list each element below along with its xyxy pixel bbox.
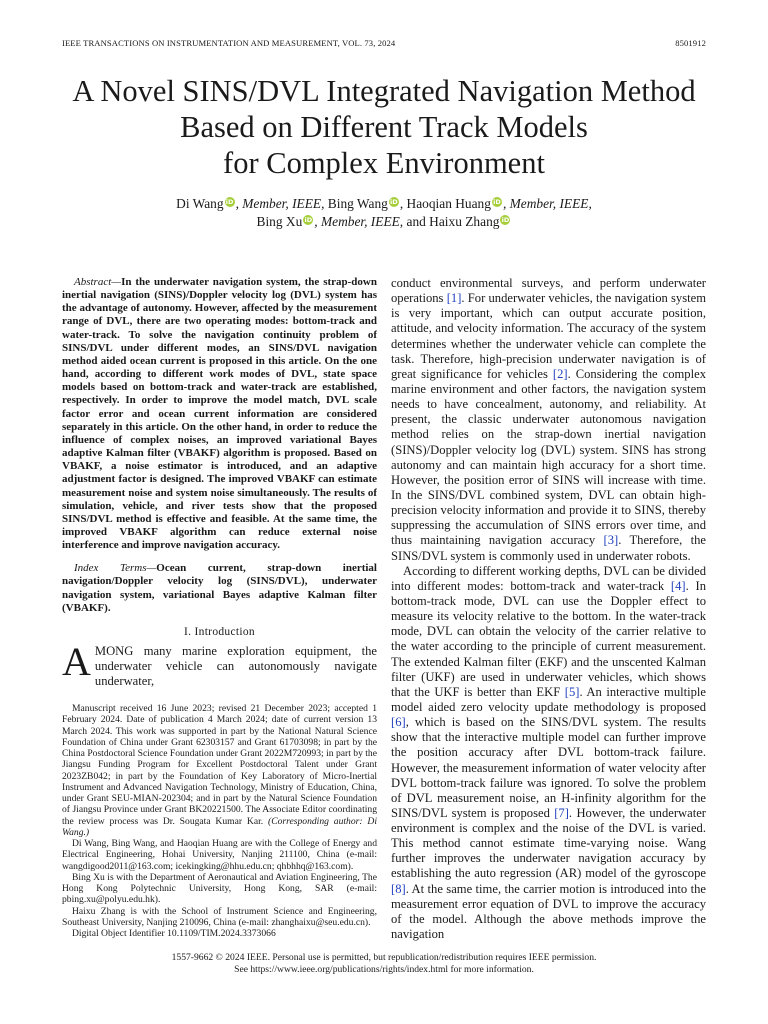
author-list (40, 195, 728, 230)
author-membership: , Member, IEEE, (502, 196, 592, 211)
author-name: Di Wang (176, 196, 224, 211)
body-paragraph: According to different working depths, DVL can be divided into different modes: bottom-track and water-track [4]. In bottom-track mode, DVL can use the Doppler effect to measure its velocity relative to the bottom. In the water-track mode, DVL can obtain the velocity of the carrier relative to the water according to the principle of current measurement. The extended Kalman filter (EKF) and the unscented Kalman filter (UKF) are used in underwater vehicles, which shows that the UKF is better than EKF [5]. An interactive multiple model aided zero velocity update methodology is proposed [6], which is based on the SINS/DVL system. The results show that the interactive multiple model can further improve the position accuracy after DVL bottom-track failure. However, the measurement information of water velocity after DVL bottom-track failure was ignored. To solve the problem of DVL measurement noise, an H-infinity algorithm for the SINS/DVL system is proposed [7]. However, the underwater environment is complex and the noise of the DVL is varied. This method cannot estimate time-varying noise. Wang further improves the underwater navigation accuracy by establishing the auto regression (AR) model of the gyroscope [8]. At the same time, the carrier motion is introduced into the measurement error equation of DVL to improve the accuracy of the model. Although the above methods improve the navigation (391, 563, 706, 942)
copyright-footer (40, 952, 728, 975)
citation-link[interactable]: [6] (391, 715, 406, 730)
footnote-manuscript: Manuscript received 16 June 2023; revised 21 December 2023; accepted 1 February 2024. Date of publication 4 March 2024; date of current version 13 March 2024. This work was supported in part by the National Natural Science Foundation of China under Grant 62303157 and Grant 61703098; in part by the China Postdoctoral Science Foundation under Grant 2022M720993; in part by the Jiangsu Funding Program for Excellent Postdoctoral Talent under Grant 2023ZB042; in part by the Foundation of Key Laboratory of Micro-Inertial Instrument and Advanced Navigation Technology, Ministry of Education, China, under Grant SEU-MIAN-202304; and in part by the Natural Science Foundation of Jiangsu Province under Grant BK20221500. The Associate Editor coordinating the review process was Dr. Sougata Kumar Kar. (Corresponding author: Di Wang.) (62, 703, 377, 838)
citation-link[interactable]: [5] (564, 684, 580, 699)
footnote-affiliation-1: Di Wang, Bing Wang, and Haoqian Huang are with the College of Energy and Electrical Engineering, Hohai University, Nanjing 211100, China (e-mail: wangdigood2011@163.com; icekingking@hhu.edu.cn; qhbhhq@163.com). (62, 838, 377, 872)
abstract-label: Abstract— (74, 276, 122, 288)
author-name: , Bing Wang (321, 196, 388, 211)
citation-link[interactable]: [4] (670, 578, 686, 593)
section-heading: I. Introduction (184, 625, 255, 638)
orcid-icon[interactable]: iD (501, 215, 510, 224)
footnote-doi: Digital Object Identifier 10.1109/TIM.2024.3373066 (72, 928, 276, 940)
citation-link[interactable]: [2] (552, 366, 568, 381)
citation-link[interactable]: [8] (391, 881, 406, 896)
footnote-affiliation-3: Haixu Zhang is with the School of Instrument Science and Engineering, Southeast University, Nanjing 210096, China (e-mail: zhanghaixu@seu.edu.cn). (62, 905, 377, 928)
footer-line-2: See https://www.ieee.org/publications/rights/index.html for more information. (234, 963, 534, 975)
article-number: 8501912 (675, 38, 706, 48)
title-line-3: for Complex Environment (223, 146, 545, 180)
citation-link[interactable]: [3] (603, 533, 619, 548)
title-line-1: A Novel SINS/DVL Integrated Navigation Method (72, 74, 696, 108)
journal-name: IEEE TRANSACTIONS ON INSTRUMENTATION AND MEASUREMENT, VOL. 73, 2024 (62, 38, 396, 48)
index-terms-text: Ocean current, strap-down inertial navigation/Doppler velocity log (SINS/DVL), underwater navigation system, variational Bayes adaptive Kalman filter (VBAKF). (62, 562, 377, 614)
intro-paragraph (62, 638, 377, 689)
author-name: Bing Xu (256, 213, 303, 229)
author-membership: , Member, IEEE (235, 196, 322, 211)
body-paragraph: conduct environmental surveys, and perform underwater operations [1]. For underwater vehicles, the navigation system is very important, which can output accurate position, attitude, and velocity information. The accuracy of the system determines whether the underwater vehicle can complete the task. Therefore, high-precision underwater navigation is of great significance for vehicles [2]. Considering the complex marine environment and other factors, the navigation system needs to have concealment, autonomy, and reliability. At present, the classic underwater autonomous navigation method relies on the strap-down inertial navigation (SINS)/Doppler velocity log (DVL) system. SINS has strong autonomy and can maintain high accuracy for a short time. However, the position error of SINS will increase with time. In the SINS/DVL combined system, DVL can obtain high-precision velocity information and provide it to SINS, thereby suppressing the accumulation of SINS errors over time, and thus maintaining navigation accuracy [3]. Therefore, the SINS/DVL system is commonly used in underwater robots. (391, 276, 706, 563)
abstract-text: In the underwater navigation system, the strap-down inertial navigation (SINS)/Doppler velocity log (DVL) system has the advantage of autonomy. However, affected by the measurement range of DVL, there are two operating modes: bottom-track and water-track. To solve the navigation continuity problem of SINS/DVL under different modes, an SINS/DVL navigation method aided ocean current is proposed in this article. On the one hand, according to different work modes of DVL, state space models based on bottom-track and water-track are established, respectively. In order to improve the model match, DVL scale factor error and ocean current information are considered separately in this article. On the other hand, in order to reduce the influence of complex noises, an improved variational Bayes adaptive Kalman filter (VBAKF) algorithm is proposed. Based on VBAKF, a noise estimator is introduced, and an adaptive adjustment factor is designed. The improved VBAKF can estimate measurement noise and system noise simultaneously. The results of simulation, vehicle, and river tests show that the proposed SINS/DVL method is effective and feasible. At the same time, the improved VBAKF algorithm can reduce external noise interference and improve navigation accuracy. (62, 276, 377, 552)
author-name: and Haixu Zhang (403, 213, 500, 229)
author-line-2 (40, 213, 728, 231)
index-terms-label: Index Terms— (74, 562, 157, 575)
title-line-2: Based on Different Track Models (180, 110, 588, 144)
author-name: , Haoqian Huang (399, 196, 491, 211)
drop-cap: A (62, 638, 91, 684)
citation-link[interactable]: [1] (446, 291, 462, 306)
footer-line-1: 1557-9662 © 2024 IEEE. Personal use is permitted, but republication/redistribution requires IEEE permission. (171, 952, 597, 963)
orcid-icon[interactable]: iD (304, 215, 313, 224)
abstract (62, 276, 377, 552)
intro-text: MONG many marine exploration equipment, the underwater vehicle can autonomously navigate underwater, (94, 643, 377, 689)
orcid-icon[interactable]: iD (390, 198, 398, 206)
author-line-1 (40, 195, 728, 213)
running-header (62, 38, 706, 48)
paper-title (40, 73, 728, 181)
left-column (62, 276, 377, 948)
orcid-icon[interactable]: iD (493, 198, 501, 206)
right-column (391, 276, 706, 948)
footnote-affiliation-2: Bing Xu is with the Department of Aeronautical and Aviation Engineering, The Hong Kong Polytechnic University, Hong Kong, SAR (e-mail: pbing.xu@polyu.edu.hk). (62, 871, 377, 906)
author-membership: , Member, IEEE, (314, 213, 404, 229)
index-terms (62, 562, 377, 615)
citation-link[interactable]: [7] (554, 805, 569, 820)
corresponding-author: (Corresponding author: Di Wang.) (62, 815, 377, 838)
orcid-icon[interactable]: iD (225, 198, 234, 206)
